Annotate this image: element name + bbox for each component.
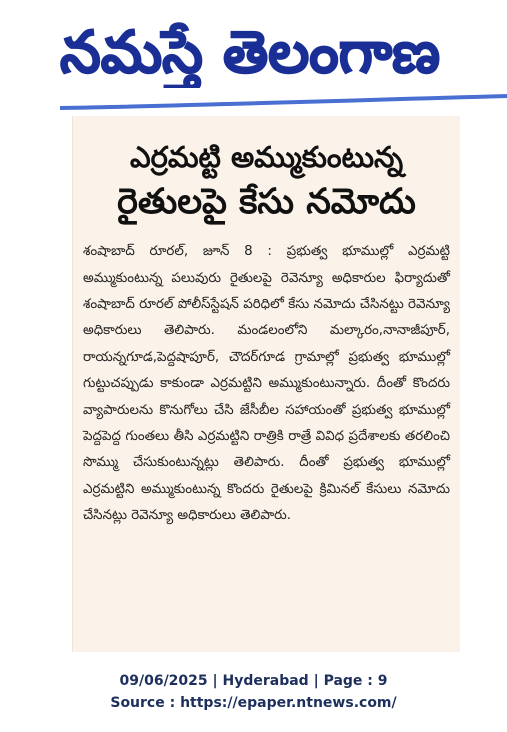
headline-line-1: ఎర్రమట్టి అమ్ముకుంటున్న xyxy=(130,140,403,174)
newspaper-masthead xyxy=(40,6,460,88)
masthead-swoosh-rule xyxy=(60,92,507,114)
news-clipping xyxy=(72,116,460,652)
footer-source-link[interactable]: Source : https://epaper.ntnews.com/ xyxy=(110,695,397,711)
headline-line-2: రైతులపై కేసు నమోదు xyxy=(117,182,416,223)
article-body: శంషాబాద్ రూరల్, జూన్ 8 : ప్రభుత్వ భూముల్లో ఎర్రమట్టి అమ్ముకుంటున్న పలువురు రైతులపై రెవెన్యూ అధికారుల ఫిర్యాదుతో శంషాబాద్ రూరల్ పోలీస్‌స్టేషన్ పరిధిలో కేసు నమోదు చేసినట్టు రెవెన్యూ అధికారులు తెలిపారు. మండలంలోని మల్కారం,నానాజీపూర్, రాయన్నగూడ,పెద్దషాపూర్, చౌదర్‌గూడ గ్రామాల్లో ప్రభుత్వ భూముల్లో గుట్టుచప్పుడు కాకుండా ఎర్రమట్టిని అమ్ముకుంటున్నారు. దీంతో కొందరు వ్యాపారులను కొనుగోలు చేసి జేసీబీల సహాయంతో ప్రభుత్వ భూముల్లో పెద్దపెద్ద గుంతలు తీసి ఎర్రమట్టిని రాత్రికి రాత్రే వివిధ ప్రదేశాలకు తరలించి సొమ్ము చేసుకుంటున్నట్లు తెలిపారు. దీంతో ప్రభుత్వ భూముల్లో ఎర్రమట్టిని అమ్ముకుంటున్న కొందరు రైతులపై క్రిమినల్ కేసులు నమోదు చేసినట్లు రెవెన్యూ అధికారులు తెలిపారు. xyxy=(83,244,450,524)
masthead-title: నమస్తే తెలంగాణ xyxy=(60,18,440,86)
footer-date-edition-page: 09/06/2025 | Hyderabad | Page : 9 xyxy=(119,673,388,689)
masthead-logo xyxy=(40,6,460,88)
article-headline xyxy=(83,142,450,221)
